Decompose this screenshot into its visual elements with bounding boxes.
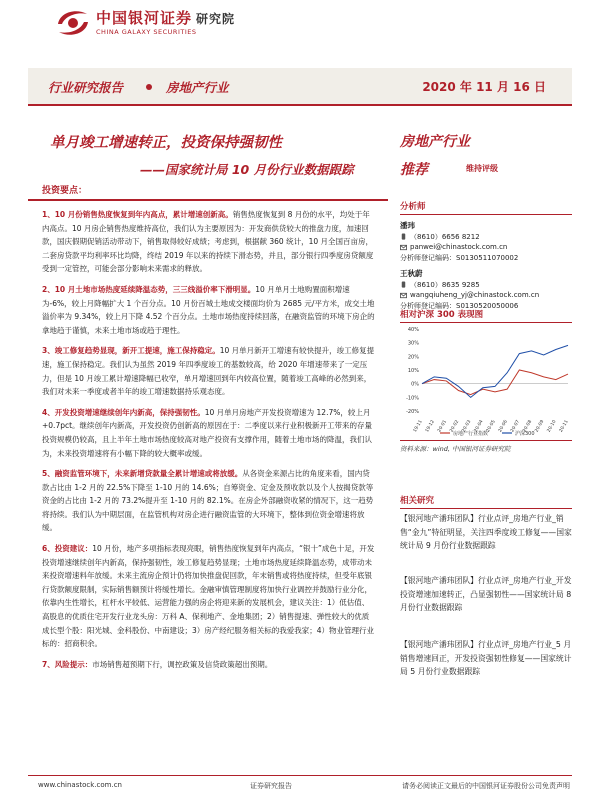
- related-report[interactable]: 【银河地产潘玮团队】行业点评_房地产行业_开发投资增速加速转正，凸显强韧性——国家统计局 8 月份行业数据跟踪: [400, 576, 572, 612]
- related-report[interactable]: 【银河地产潘玮团队】行业点评_房地产行业_销售“金九”特征明显，关注四季度竣工修复——国家统计局 9 月份行业数据跟踪: [400, 514, 572, 550]
- analyst-cert: 分析师登记编码：S0130511070002: [400, 253, 519, 262]
- rating-industry: 房地产行业: [400, 134, 470, 150]
- page-footer: [28, 775, 572, 795]
- summary-item-text: 从各资金来源占比的角度来看，国内贷款占比由 1-2 月的 22.5%下降至 1-10 月的 14.6%；自筹资金、定金及预收款以及个人按揭贷款等资金的占比由 1-2 月的 73.2%提升至 1-10 月的 82.1%。在房企外部融资收紧的情况下，这一趋势将持续。我们认为中期层面，在监管机构对房企进行融资监管的大环境下，整体到位资金增速将放缓。: [42, 469, 374, 533]
- logo-institute: 研究院: [196, 12, 236, 26]
- footer-type: 证券研究报告: [250, 782, 292, 790]
- summary-item-text: 10 月单月房地产开发投资增速为 12.7%，较上月+0.7pct。继续创年内新高，开发投资仍创新高的原因在于：二季度以来行业积极新开工带来的存量投资规模仍较高，且上半年土地市场热度较高对地产投资有支撑作用，随着土地市场的降温，我们认为，未来投资增速将有小幅下降的较大概率或缓。: [42, 407, 373, 458]
- analyst-email[interactable]: panwei@chinastock.com.cn: [410, 243, 508, 251]
- x-tick-label: 20-07: [510, 419, 522, 434]
- analyst-name: 潘玮: [400, 221, 415, 230]
- x-tick-label: 20-05: [485, 419, 497, 434]
- summary-item: [42, 344, 376, 398]
- series-line-0: [422, 370, 568, 395]
- summary-item-text: 销售热度恢复到 8 月份的水平，均处于年内高点。10 月房企销售热度维持高位，我们认为主要原因为：开发商供货较大的推盘力度，加速回款，国庆假期促销活动带动下，销售取得较好成绩；考虑到，根据献 360 统计，10 月全国百亩房，二套房贷款平均利率环比均降，终结 2019 年以来的持续下滑态势，并且，部分银行四季度房贷额度受到一定管控，可能会部分影响未来需求的释放。: [42, 210, 374, 274]
- analyst-panel: [400, 200, 572, 311]
- y-tick-label: -20%: [406, 409, 419, 415]
- summary-item-lead: 1、10 月份销售热度恢复到年内高点，累计增速创新高。: [42, 210, 233, 219]
- summary-item-text: 市场销售超预期下行，调控政策及信贷政策超出预期。: [92, 659, 273, 669]
- report-title: 单月竣工增速转正，投资保持强韧性: [50, 135, 282, 151]
- x-tick-label: 20-08: [522, 419, 534, 434]
- phone-icon: [400, 281, 407, 288]
- analyst-cert: 分析师登记编码：S0130520050006: [400, 301, 519, 310]
- y-tick-label: 10%: [407, 368, 419, 374]
- footer-url[interactable]: www.chinastock.com.cn: [38, 781, 122, 789]
- legend-label: 沪深300: [515, 431, 535, 437]
- y-tick-label: -10%: [406, 395, 419, 402]
- summary-item-text: 10 月份，地产多项指标表现亮眼，销售热度恢复到年内高点，“银十”成色十足，开发投资增速继续创年内新高，保持强韧性，竣工修复趋势显现；土地市场热度延续降温态势，成带动未来投资增速料年放缓。未来主流房企预计仍将加快推盘促回款，年末销售或将热度持续，但受年底银行贷款额度限制，实际销售额预计将缓性增长。金融审慎管理制度将加快行业调控并鼓励行业分化，依靠内生性增长，杠杆水平较低、运营能力强的房企将迎来新的发展机会，建议关注：1）低估值、高股息的优质住宅开发行业龙头房：万科 A、保利地产、金地集团；2）销售提速、弹性较大的优质成长型个股：阳光城、金科股份、中南建设；3）房产经纪服务相关标的我爱我家；4）物业管理行业标的：招商积余。: [42, 544, 375, 649]
- series-line-1: [422, 345, 568, 397]
- report-header-band: [28, 68, 572, 106]
- y-tick-label: 20%: [407, 354, 419, 361]
- rating-recommend: 推荐: [400, 162, 428, 178]
- analyst-card: [400, 269, 572, 311]
- summary-item: [42, 658, 376, 672]
- chart-heading: 相对沪深 300 表现图: [400, 308, 572, 323]
- summary-item: [42, 283, 376, 337]
- summary-item-lead: 5、融资监管环境下，未来新增贷款量全累计增速或将放缓。: [42, 469, 243, 479]
- x-tick-label: 20-03: [461, 419, 473, 434]
- summary-item-lead: 6、投资建议：: [42, 544, 93, 554]
- logo-name: 中国银河证券: [96, 9, 193, 27]
- related-heading: 相关研究: [400, 494, 572, 509]
- logo-english: CHINA GALAXY SECURITIES: [96, 28, 197, 36]
- analyst-card: [400, 221, 572, 263]
- email-icon: [400, 292, 407, 299]
- chart-svg: [400, 323, 572, 441]
- legend-label: 房地产行业指数: [453, 431, 489, 437]
- x-tick-label: 20-02: [449, 419, 461, 434]
- y-tick-label: 30%: [407, 340, 419, 347]
- report-industry: 房地产行业: [166, 80, 229, 95]
- phone-icon: [400, 233, 407, 240]
- x-tick-label: 19-12: [425, 419, 436, 434]
- investment-summary: [28, 180, 388, 720]
- x-tick-label: 20-06: [498, 419, 509, 434]
- summary-item-text: 10 月单月土地购置面积增速为-6%，较上月降幅扩大 1 个百分点。10 月份百城土地成交楼面均价为 2685 元/平方米，成交土地溢价率为 9.34%，较上月下降 4.52 个百分点。土地市场热度持续回落，在融资监管的环境下房企的拿地趋于谨慎，未来土地市场或趋于理性。: [42, 284, 375, 335]
- galaxy-logo-icon: [54, 6, 92, 40]
- summary-item: [42, 467, 376, 535]
- footer-disclaimer: 请务必阅读正文最后的中国银河证券股份公司免责声明: [402, 782, 570, 790]
- analyst-phone: （8610）6656 8212: [410, 232, 480, 241]
- summary-item: [42, 406, 376, 460]
- report-date: 2020 年 11 月 16 日: [422, 80, 546, 94]
- summary-item: [42, 542, 376, 651]
- rating-keep: 维持评级: [466, 164, 498, 173]
- related-report[interactable]: 【银河地产潘玮团队】行业点评_房地产行业_5 月销售增速回正，开发投资强韧性修复——国家统计局 5 月份行业数据跟踪: [400, 640, 572, 676]
- summary-list: [28, 208, 388, 671]
- company-logo: [54, 6, 235, 40]
- relative-performance-chart: [400, 323, 572, 441]
- x-tick-label: 19-11: [412, 419, 424, 434]
- summary-item-lead: 7、风险提示：: [42, 659, 93, 669]
- email-icon: [400, 244, 407, 251]
- report-subtitle: ——国家统计局 10 月份行业数据跟踪: [140, 162, 354, 177]
- summary-item-lead: 3、竣工修复趋势显现，新开工提速，施工保持稳定。: [42, 346, 220, 356]
- analyst-email[interactable]: wangqiuheng_yj@chinastock.com.cn: [410, 291, 540, 299]
- x-tick-label: 20-01: [437, 419, 449, 434]
- report-category: 行业研究报告: [48, 80, 124, 95]
- bullet-dot-icon: [146, 84, 152, 90]
- summary-item-lead: 2、10 月土地市场热度延续降温态势，三三线溢价率下滑明显。: [42, 284, 256, 294]
- summary-heading: 投资要点：: [28, 180, 388, 201]
- y-tick-label: 0%: [411, 381, 419, 388]
- y-tick-label: 40%: [407, 327, 419, 333]
- x-tick-label: 20-10: [546, 419, 558, 434]
- analyst-phone: （8610）8635 9285: [410, 280, 480, 289]
- x-tick-label: 20-09: [534, 419, 546, 434]
- analyst-name: 王秋蔚: [400, 269, 423, 278]
- summary-item-text: 10 月单月新开工增速有较快提升，竣工修复提速，施工保持稳定。我们认为虽然 2019 年四季度竣工的基数较高，给 2020 年增速带来了一定压力，但是 10 月竣工累计增速降幅已收窄，单月增速回到年内较高位置，随着竣工高峰的必然到来，我们对未来一季度或者半年的竣工增速数据持乐观态度。: [42, 346, 375, 397]
- x-tick-label: 20-11: [558, 419, 570, 434]
- x-tick-label: 20-04: [473, 419, 485, 434]
- summary-item-lead: 4、开发投资增速继续创年内新高，保持强韧性。: [42, 407, 205, 417]
- chart-source: 资料来源：wind, 中国银河证券研究院: [400, 445, 511, 453]
- summary-item: [42, 208, 376, 276]
- analyst-heading: 分析师: [400, 200, 572, 215]
